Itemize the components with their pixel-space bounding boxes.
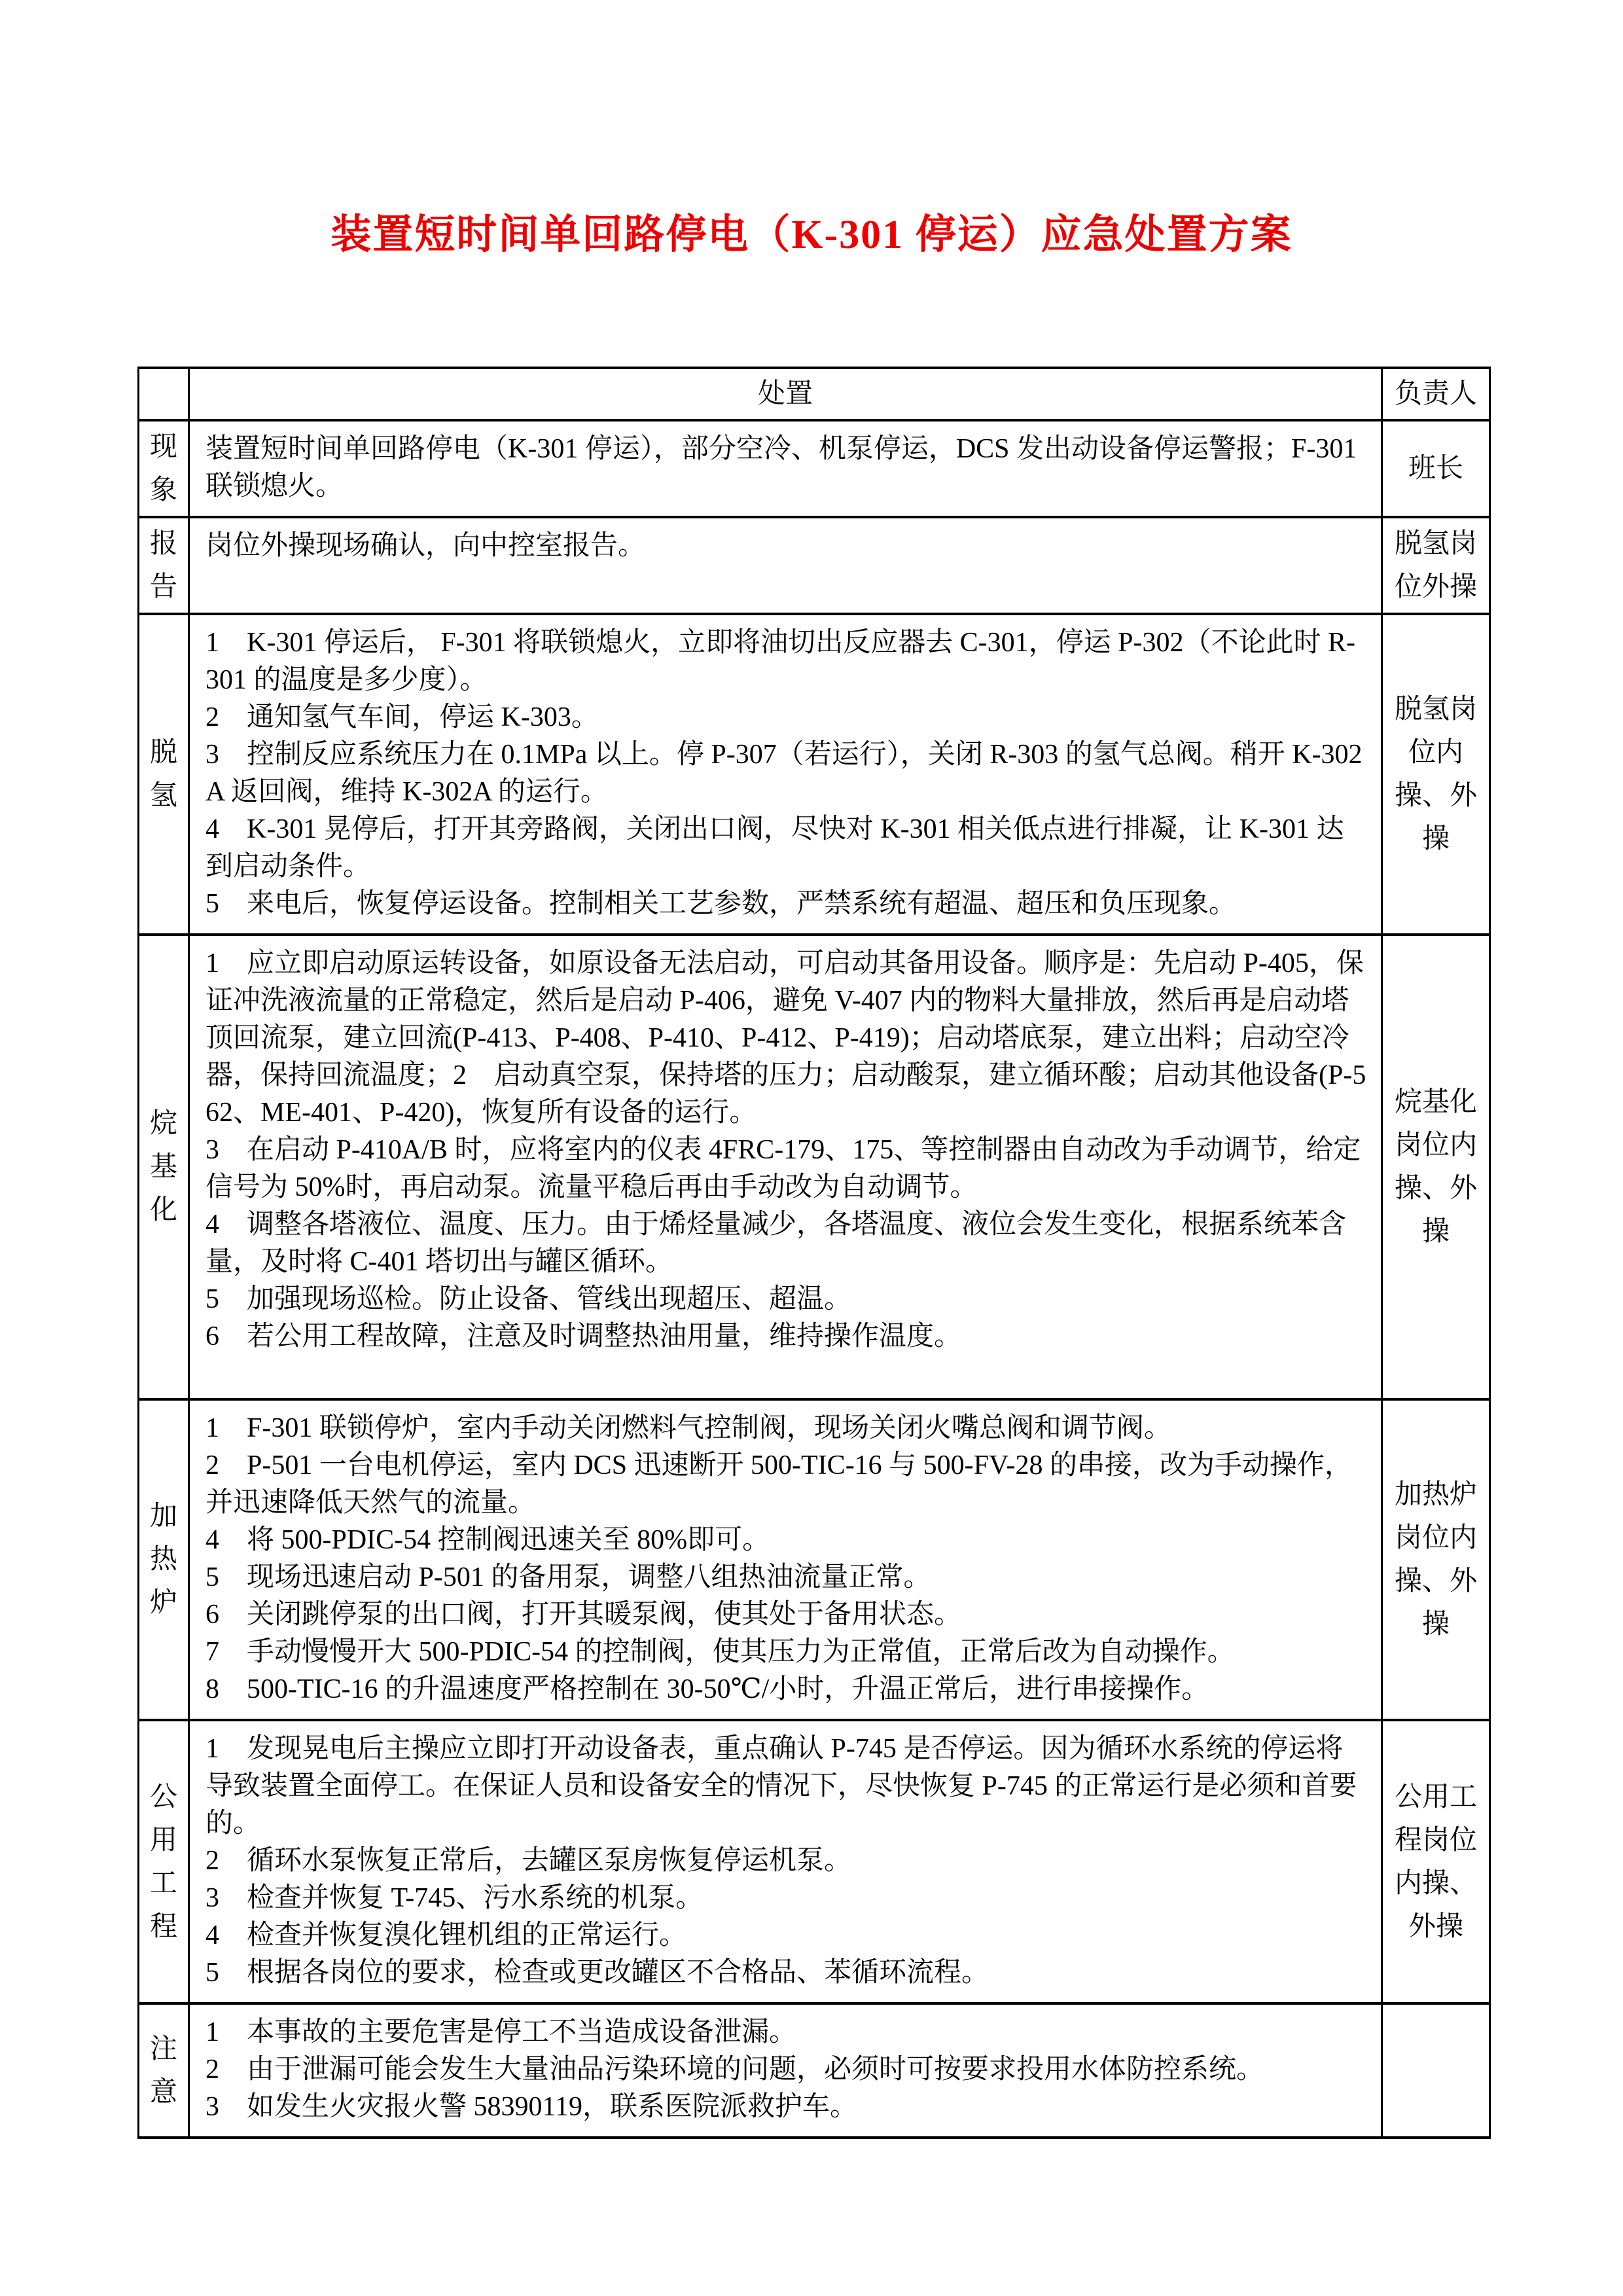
procedure-item: 3 检查并恢复 T-745、污水系统的机泵。: [205, 1883, 704, 1913]
procedure-item: 3 如发生火灾报火警 58390119，联系医院派救护车。: [205, 2092, 857, 2122]
responsible-cell: 烷基化岗位内操、外操: [1382, 935, 1490, 1399]
row-label: 公用工程: [139, 1720, 189, 2003]
row-label: 报告: [139, 517, 189, 614]
procedure-item: 2 P-501 一台电机停运，室内 DCS 迅速断开 500-TIC-16 与 500-FV-28 的串接，改为手动操作，并迅速降低天然气的流量。: [205, 1450, 1352, 1518]
header-treatment-column: 处置: [189, 368, 1382, 420]
procedure-item: 2 通知氢气车间，停运 K-303。: [205, 702, 599, 732]
table-row: [139, 1399, 1490, 1720]
table-row: [139, 614, 1490, 935]
responsible-cell: 班长: [1382, 420, 1490, 517]
treatment-cell: [189, 2003, 1382, 2138]
responsible-cell: [1382, 2003, 1490, 2138]
procedure-item: 3 控制反应系统压力在 0.1MPa 以上。停 P-307（若运行），关闭 R-303 的氢气总阀。稍开 K-302A 返回阀，维持 K-302A 的运行。: [205, 740, 1363, 807]
treatment-cell: [189, 935, 1382, 1399]
procedure-item: 装置短时间单回路停电（K-301 停运），部分空冷、机泵停运，DCS 发出动设备停运警报；F-301 联锁熄火。: [205, 434, 1357, 501]
responsible-cell: 脱氢岗位内操、外操: [1382, 614, 1490, 935]
procedure-item: 8 500-TIC-16 的升温速度严格控制在 30-50℃/小时，升温正常后，进行串接操作。: [205, 1674, 1209, 1704]
header-label-column: [139, 368, 189, 420]
header-responsible-column: 负责人: [1382, 368, 1490, 420]
treatment-cell: [189, 420, 1382, 517]
table-row: [139, 1720, 1490, 2003]
table-row: [139, 420, 1490, 517]
responsible-cell: 公用工程岗位内操、外操: [1382, 1720, 1490, 2003]
procedure-item: 1 应立即启动原运转设备，如原设备无法启动，可启动其备用设备。顺序是：先启动 P-405，保证冲洗液流量的正常稳定，然后是启动 P-406，避免 V-407 内的物料大量排放，然后再是启动塔顶回流泵，建立回流(P-413、P-408、P-410、P-412、P-419)；启动塔底泵，建立出料；启动空冷器，保持回流温度；2 启动真空泵，保持塔的压力；启动酸泵，建立循环酸；启动其他设备(P-562、ME-401、P-420)，恢复所有设备的运行。: [205, 948, 1366, 1128]
procedure-item: 4 将 500-PDIC-54 控制阀迅速关至 80%即可。: [205, 1525, 770, 1555]
table-row: [139, 517, 1490, 614]
procedure-item: 4 调整各塔液位、温度、压力。由于烯烃量减少，各塔温度、液位会发生变化，根据系统苯含量，及时将 C-401 塔切出与罐区循环。: [205, 1210, 1347, 1277]
procedure-item: 5 根据各岗位的要求，检查或更改罐区不合格品、苯循环流程。: [205, 1958, 990, 1988]
row-label: 加热炉: [139, 1399, 189, 1720]
row-label: 烷基化: [139, 935, 189, 1399]
procedure-item: 1 F-301 联锁停炉，室内手动关闭燃料气控制阀，现场关闭火嘴总阀和调节阀。: [205, 1413, 1171, 1443]
responsible-cell: 加热炉岗位内操、外操: [1382, 1399, 1490, 1720]
table-row: [139, 2003, 1490, 2138]
treatment-cell: [189, 1720, 1382, 2003]
procedure-item: 5 现场迅速启动 P-501 的备用泵，调整八组热油流量正常。: [205, 1562, 931, 1592]
procedure-item: 6 若公用工程故障，注意及时调整热油用量，维持操作温度。: [205, 1321, 962, 1352]
responsible-cell: 脱氢岗位外操: [1382, 517, 1490, 614]
procedure-item: 5 加强现场巡检。防止设备、管线出现超压、超温。: [205, 1284, 852, 1314]
procedure-item: 1 发现晃电后主操应立即打开动设备表，重点确认 P-745 是否停运。因为循环水系统的停运将导致装置全面停工。在保证人员和设备安全的情况下，尽快恢复 P-745 的正常运行是必须和首要的。: [205, 1734, 1357, 1839]
table-header-row: [139, 368, 1490, 420]
procedure-item: 4 K-301 晃停后，打开其旁路阀，关闭出口阀，尽快对 K-301 相关低点进行排凝，让 K-301 达到启动条件。: [205, 814, 1344, 882]
table-row: [139, 935, 1490, 1399]
procedure-item: 2 由于泄漏可能会发生大量油品污染环境的问题，必须时可按要求投用水体防控系统。: [205, 2054, 1264, 2085]
row-label: 脱氢: [139, 614, 189, 935]
row-label: 现象: [139, 420, 189, 517]
procedure-item: 3 在启动 P-410A/B 时，应将室内的仪表 4FRC-179、175、等控制器由自动改为手动调节，给定信号为 50%时，再启动泵。流量平稳后再由手动改为自动调节。: [205, 1135, 1361, 1202]
procedure-item: 1 K-301 停运后， F-301 将联锁熄火，立即将油切出反应器去 C-301，停运 P-302（不论此时 R-301 的温度是多少度）。: [205, 628, 1356, 695]
procedure-item: 2 循环水泵恢复正常后，去罐区泵房恢复停运机泵。: [205, 1846, 852, 1876]
procedure-table: [137, 367, 1491, 2139]
procedure-table-body: [139, 368, 1490, 2138]
procedure-item: 4 检查并恢复溴化锂机组的正常运行。: [205, 1920, 687, 1950]
page-title: 装置短时间单回路停电（K-301 停运）应急处置方案: [330, 213, 1293, 257]
procedure-item: 岗位外操现场确认，向中控室报告。: [205, 531, 646, 561]
treatment-cell: [189, 1399, 1382, 1720]
treatment-cell: [189, 614, 1382, 935]
procedure-item: 6 关闭跳停泵的出口阀，打开其暖泵阀，使其处于备用状态。: [205, 1600, 962, 1630]
procedure-item: 5 来电后，恢复停运设备。控制相关工艺参数，严禁系统有超温、超压和负压现象。: [205, 889, 1237, 919]
row-label: 注意: [139, 2003, 189, 2138]
treatment-cell: [189, 517, 1382, 614]
procedure-item: 1 本事故的主要危害是停工不当造成设备泄漏。: [205, 2017, 797, 2047]
procedure-item: 7 手动慢慢开大 500-PDIC-54 的控制阀，使其压力为正常值，正常后改为自动操作。: [205, 1637, 1235, 1667]
